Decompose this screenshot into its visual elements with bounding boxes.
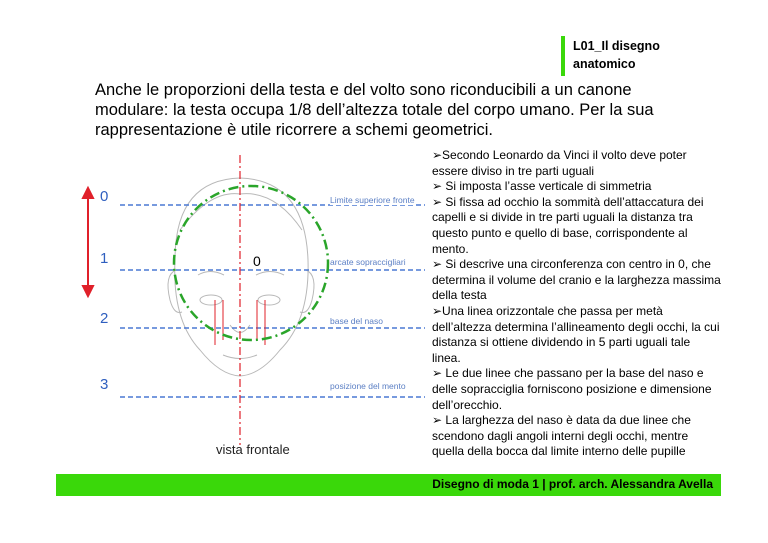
head-proportion-figure <box>80 150 430 470</box>
footer-text: Disegno di moda 1 | prof. arch. Alessandra Avella <box>432 477 713 491</box>
face-sketch <box>168 178 314 376</box>
slide-title-line-1: L01_Il disegno <box>573 39 660 53</box>
header-accent-bar <box>561 36 565 76</box>
bullet-list <box>432 148 722 460</box>
height-arrow <box>83 188 93 296</box>
line-label-brows: arcate sopraccigliari <box>330 257 406 267</box>
line-label-forehead: Limite superiore fronte <box>330 195 415 205</box>
line-label-nose-base: base del naso <box>330 316 383 326</box>
bullet-item: ➢ Si imposta l’asse verticale di simmetria <box>432 179 652 194</box>
bullet-item: ➢Secondo Leonardo da Vinci il volto deve poter essere diviso in tre parti uguali <box>432 148 687 178</box>
cranium-circle <box>174 186 328 340</box>
footer-bar <box>56 474 721 496</box>
module-number-1: 1 <box>100 250 109 267</box>
bullet-item: ➢ Le due linee che passano per la base del naso e delle sopracciglia forniscono posizione e dimensione dell’orecchio. <box>432 366 712 412</box>
slide-title-line-2: anatomico <box>573 57 636 71</box>
module-number-0: 0 <box>100 188 109 205</box>
guide-lines <box>120 205 425 397</box>
bullet-item: ➢ Si fissa ad occhio la sommità dell’attaccatura dei capelli e si divide in tre parti uguali la distanza tra questo punto e quello di base, corrispondente al mento. <box>432 194 704 256</box>
intro-paragraph: Anche le proporzioni della testa e del volto sono riconducibili a un canone modulare: la testa occupa 1/8 dell’altezza totale del corpo umano. Per la sua rappresentazione è utile ricorrere a schemi geometrici. <box>95 81 654 139</box>
module-number-2: 2 <box>100 310 109 327</box>
bullet-item: ➢ La larghezza del naso è data da due linee che scendono dagli angoli interni degli occhi, mentre quella della bocca dal limite interno delle pupille <box>432 413 691 459</box>
bullet-item: ➢ Si descrive una circonferenza con centro in 0, che determina il volume del cranio e la larghezza massima della testa <box>432 257 721 303</box>
bullet-item: ➢Una linea orizzontale che passa per metà dell’altezza determina l’allineamento degli occhi, la cui distanza si ottiene dividendo in 5 parti uguali tale linea. <box>432 303 720 365</box>
circle-center-label: 0 <box>253 253 261 269</box>
slide-title <box>573 37 723 73</box>
module-number-3: 3 <box>100 376 109 393</box>
line-label-chin: posizione del mento <box>330 381 406 391</box>
figure-caption: vista frontale <box>216 442 290 457</box>
